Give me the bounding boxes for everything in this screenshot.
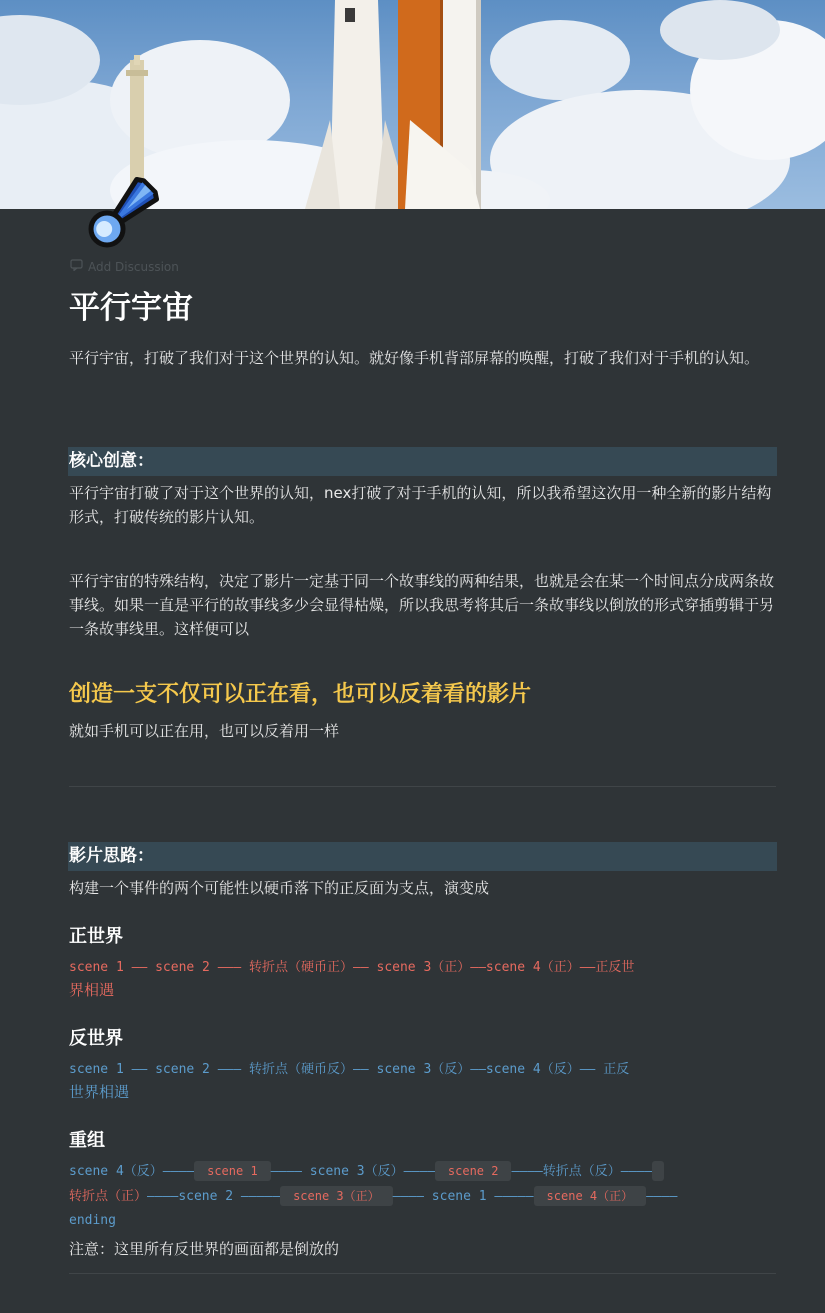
remix-line-3: [69, 1207, 776, 1233]
remix-line-2: [69, 1183, 776, 1209]
positive-world-line-2: 界相遇: [69, 981, 115, 999]
positive-world-heading: 正世界: [69, 926, 123, 947]
highlight-subtext: 就如手机可以正在用，也可以反着用一样: [69, 722, 340, 740]
negative-world-heading: 反世界: [69, 1028, 123, 1049]
divider: [69, 1273, 776, 1274]
positive-world-line-1: [69, 954, 776, 980]
remix-segment: ————: [646, 1189, 678, 1204]
inline-code: scene 2: [435, 1161, 512, 1181]
film-idea-heading: 影片思路：: [68, 842, 777, 871]
film-idea-intro: 构建一个事件的两个可能性以硬币落下的正反面为支点，演变成: [69, 879, 490, 897]
add-discussion-button[interactable]: [70, 259, 179, 274]
negative-world-line-2: 世界相遇: [69, 1083, 130, 1101]
remix-segment: ———— scene 1 —————: [392, 1189, 534, 1204]
remix-segment: ————转折点（反）————: [511, 1164, 653, 1179]
inline-code: scene 3（正）: [280, 1186, 393, 1206]
comet-icon: [78, 168, 170, 256]
core-idea-heading: 核心创意：: [68, 447, 777, 476]
negative-world-sequence: scene 1 —— scene 2 ——— 转折点（硬币反）—— scene 3（反）——scene 4（反）—— 正反: [69, 1062, 630, 1077]
core-idea-paragraph-1: 平行宇宙打破了对于这个世界的认知，nex打破了对于手机的认知，所以我希望这次用一种全新的影片结构形式，打破传统的影片认知。: [69, 484, 772, 526]
remix-heading: 重组: [69, 1130, 105, 1151]
remix-line-1: [69, 1158, 776, 1184]
inline-code: scene 4（正）: [534, 1186, 647, 1206]
highlight-heading: 创造一支不仅可以正在看，也可以反着看的影片: [69, 682, 532, 707]
remix-segment: ————scene 2 —————: [147, 1189, 281, 1204]
remix-segment: scene 4（反）————: [69, 1164, 195, 1179]
intro-paragraph: 平行宇宙，打破了我们对于这个世界的认知。就好像手机背部屏幕的唤醒，打破了我们对于手机的认知。: [69, 349, 760, 367]
remix-ending: ending: [69, 1213, 116, 1228]
divider: [69, 786, 776, 787]
page-title: 平行宇宙: [69, 290, 193, 326]
add-discussion-label: Add Discussion: [88, 259, 179, 274]
inline-code: scene 1: [194, 1161, 271, 1181]
positive-world-sequence: scene 1 —— scene 2 ——— 转折点（硬币正）—— scene 3（正）——scene 4（正）——正反世: [69, 960, 635, 975]
core-idea-paragraph-2: 平行宇宙的特殊结构，决定了影片一定基于同一个故事线的两种结果，也就是会在某一个时间点分成两条故事线。如果一直是平行的故事线多少会显得枯燥，所以我思考将其后一条故事线以倒放的形式穿插剪辑于另一条故事线里。这样便可以: [69, 572, 775, 638]
comment-icon: [70, 259, 84, 274]
note-text: 注意：这里所有反世界的画面都是倒放的: [69, 1240, 340, 1258]
remix-segment: ———— scene 3（反）————: [270, 1164, 435, 1179]
inline-code-empty: [652, 1161, 664, 1181]
negative-world-line-1: [69, 1056, 776, 1082]
remix-segment: 转折点（正）: [69, 1189, 148, 1204]
